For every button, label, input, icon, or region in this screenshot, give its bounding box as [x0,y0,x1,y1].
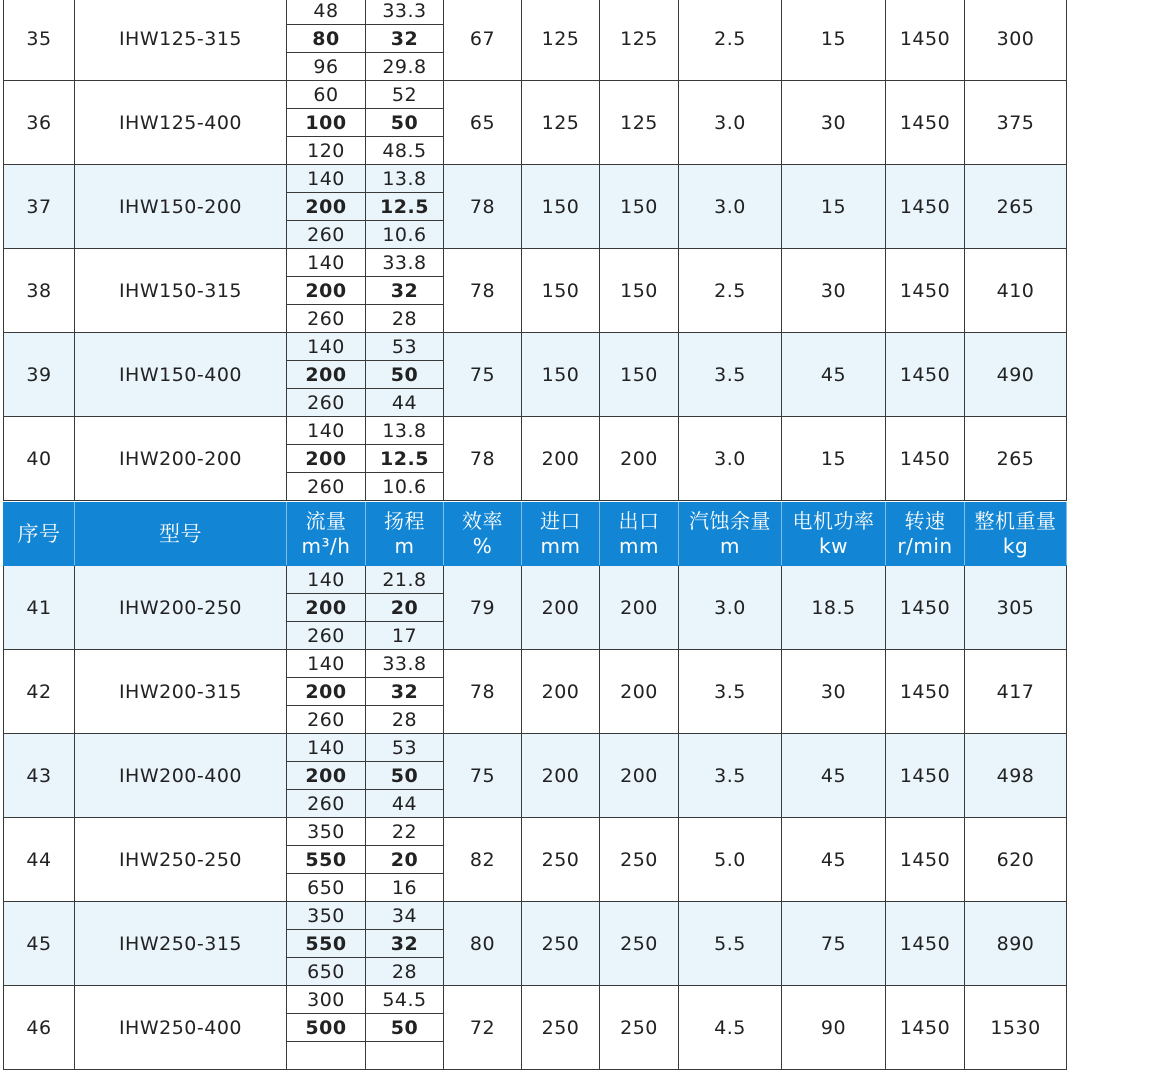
table-row [4,566,1067,594]
cell-head: 48.5 [366,137,444,165]
cell-model: IHW200-250 [75,566,287,650]
cell-head: 33.3 [366,0,444,25]
cell-inlet: 150 [522,165,600,249]
cell-head: 17 [366,622,444,650]
table-row [4,986,1067,1014]
cell-model: IHW200-400 [75,734,287,818]
cell-index: 46 [4,986,75,1070]
cell-efficiency: 78 [444,165,522,249]
table-row [4,734,1067,762]
cell-outlet: 150 [600,249,679,333]
header-model: 型号 [75,503,287,566]
cell-inlet: 250 [522,986,600,1070]
cell-npsh: 2.5 [679,0,782,81]
cell-outlet: 200 [600,650,679,734]
cell-flow-rated: 80 [287,25,366,53]
cell-outlet: 125 [600,0,679,81]
cell-head: 28 [366,958,444,986]
cell-flow-rated: 200 [287,445,366,473]
table-row [4,333,1067,361]
cell-inlet: 125 [522,81,600,165]
spec-table-bottom [3,502,1067,1070]
table-row [4,249,1067,277]
cell-flow: 140 [287,333,366,361]
cell-model: IHW125-400 [75,81,287,165]
cell-flow: 140 [287,165,366,193]
cell-weight: 265 [965,417,1067,501]
cell-model: IHW150-200 [75,165,287,249]
table-header [4,503,1067,566]
cell-inlet: 200 [522,734,600,818]
cell-flow: 120 [287,137,366,165]
cell-head-rated: 20 [366,846,444,874]
cell-flow: 260 [287,221,366,249]
cell-efficiency: 67 [444,0,522,81]
cell-flow-rated: 200 [287,361,366,389]
cell-index: 38 [4,249,75,333]
header-outlet: 出口 mm [600,503,679,566]
cell-head [366,1042,444,1070]
cell-inlet: 150 [522,249,600,333]
header-flow: 流量 m³/h [287,503,366,566]
cell-flow: 260 [287,622,366,650]
header-weight: 整机重量 kg [965,503,1067,566]
cell-weight: 305 [965,566,1067,650]
cell-head-rated: 12.5 [366,445,444,473]
header-power: 电机功率 kw [782,503,886,566]
cell-efficiency: 75 [444,333,522,417]
cell-head: 16 [366,874,444,902]
cell-index: 44 [4,818,75,902]
cell-flow: 650 [287,958,366,986]
table-row [4,0,1067,25]
cell-inlet: 250 [522,902,600,986]
table-row [4,165,1067,193]
cell-head: 53 [366,734,444,762]
cell-head: 13.8 [366,417,444,445]
cell-power: 30 [782,650,886,734]
cell-weight: 265 [965,165,1067,249]
cell-power: 30 [782,249,886,333]
cell-power: 15 [782,417,886,501]
cell-flow-rated: 550 [287,846,366,874]
cell-index: 43 [4,734,75,818]
cell-speed: 1450 [886,566,965,650]
cell-outlet: 250 [600,818,679,902]
cell-npsh: 3.0 [679,566,782,650]
cell-head: 28 [366,706,444,734]
cell-index: 36 [4,81,75,165]
cell-outlet: 125 [600,81,679,165]
cell-power: 75 [782,902,886,986]
cell-flow: 140 [287,417,366,445]
cell-npsh: 3.5 [679,650,782,734]
cell-flow: 260 [287,389,366,417]
cell-speed: 1450 [886,734,965,818]
cell-model: IHW150-400 [75,333,287,417]
cell-head: 28 [366,305,444,333]
cell-head: 33.8 [366,249,444,277]
cell-flow-rated: 550 [287,930,366,958]
cell-outlet: 200 [600,734,679,818]
cell-speed: 1450 [886,986,965,1070]
cell-speed: 1450 [886,249,965,333]
cell-power: 18.5 [782,566,886,650]
table-row [4,902,1067,930]
cell-index: 35 [4,0,75,81]
cell-flow: 60 [287,81,366,109]
cell-flow-rated: 500 [287,1014,366,1042]
cell-head: 10.6 [366,221,444,249]
cell-speed: 1450 [886,165,965,249]
cell-model: IHW125-315 [75,0,287,81]
table-row [4,650,1067,678]
cell-efficiency: 65 [444,81,522,165]
cell-head-rated: 12.5 [366,193,444,221]
cell-model: IHW200-315 [75,650,287,734]
header-inlet: 进口 mm [522,503,600,566]
cell-model: IHW250-315 [75,902,287,986]
cell-weight: 490 [965,333,1067,417]
cell-inlet: 200 [522,566,600,650]
cell-model: IHW250-250 [75,818,287,902]
cell-head-rated: 20 [366,594,444,622]
cell-head: 54.5 [366,986,444,1014]
table-row [4,81,1067,109]
cell-npsh: 3.0 [679,165,782,249]
cell-index: 41 [4,566,75,650]
cell-head-rated: 50 [366,109,444,137]
cell-flow: 260 [287,305,366,333]
cell-head: 34 [366,902,444,930]
cell-npsh: 5.0 [679,818,782,902]
cell-weight: 417 [965,650,1067,734]
cell-npsh: 3.5 [679,734,782,818]
cell-efficiency: 78 [444,249,522,333]
cell-npsh: 3.5 [679,333,782,417]
cell-head-rated: 50 [366,762,444,790]
cell-index: 42 [4,650,75,734]
spec-table-top [3,0,1067,501]
table-row [4,818,1067,846]
cell-weight: 1530 [965,986,1067,1070]
cell-flow: 140 [287,650,366,678]
cell-outlet: 150 [600,333,679,417]
cell-speed: 1450 [886,0,965,81]
cell-flow: 300 [287,986,366,1014]
cell-speed: 1450 [886,818,965,902]
cell-flow-rated: 200 [287,193,366,221]
cell-flow-rated: 100 [287,109,366,137]
cell-head-rated: 32 [366,277,444,305]
cell-weight: 375 [965,81,1067,165]
cell-flow: 350 [287,902,366,930]
cell-head-rated: 50 [366,361,444,389]
cell-speed: 1450 [886,81,965,165]
cell-npsh: 2.5 [679,249,782,333]
header-row [4,503,1067,566]
cell-efficiency: 78 [444,417,522,501]
cell-efficiency: 79 [444,566,522,650]
cell-model: IHW150-315 [75,249,287,333]
cell-index: 45 [4,902,75,986]
cell-flow-rated: 200 [287,678,366,706]
cell-index: 40 [4,417,75,501]
cell-head: 10.6 [366,473,444,501]
cell-flow: 96 [287,53,366,81]
cell-flow: 650 [287,874,366,902]
cell-head-rated: 32 [366,678,444,706]
table-body-bottom [4,566,1067,1070]
header-index: 序号 [4,503,75,566]
cell-index: 39 [4,333,75,417]
cell-speed: 1450 [886,417,965,501]
cell-head-rated: 32 [366,930,444,958]
cell-efficiency: 75 [444,734,522,818]
cell-speed: 1450 [886,333,965,417]
cell-npsh: 3.0 [679,417,782,501]
cell-flow: 350 [287,818,366,846]
cell-speed: 1450 [886,902,965,986]
cell-flow: 140 [287,734,366,762]
cell-power: 15 [782,0,886,81]
cell-head-rated: 32 [366,25,444,53]
cell-head-rated: 50 [366,1014,444,1042]
cell-head: 52 [366,81,444,109]
cell-power: 15 [782,165,886,249]
cell-outlet: 150 [600,165,679,249]
cell-speed: 1450 [886,650,965,734]
cell-npsh: 5.5 [679,902,782,986]
cell-head: 44 [366,389,444,417]
cell-weight: 498 [965,734,1067,818]
cell-outlet: 200 [600,566,679,650]
cell-weight: 890 [965,902,1067,986]
cell-flow: 260 [287,473,366,501]
cell-index: 37 [4,165,75,249]
cell-head: 21.8 [366,566,444,594]
cell-inlet: 125 [522,0,600,81]
header-efficiency: 效率 % [444,503,522,566]
cell-efficiency: 80 [444,902,522,986]
cell-head: 13.8 [366,165,444,193]
header-speed: 转速 r/min [886,503,965,566]
header-npsh: 汽蚀余量 m [679,503,782,566]
cell-head: 53 [366,333,444,361]
cell-inlet: 250 [522,818,600,902]
cell-flow-rated: 200 [287,277,366,305]
cell-flow: 260 [287,790,366,818]
cell-power: 30 [782,81,886,165]
cell-flow: 140 [287,566,366,594]
cell-weight: 300 [965,0,1067,81]
cell-flow-rated: 200 [287,594,366,622]
cell-npsh: 3.0 [679,81,782,165]
cell-inlet: 200 [522,417,600,501]
cell-outlet: 250 [600,986,679,1070]
cell-head: 33.8 [366,650,444,678]
cell-efficiency: 82 [444,818,522,902]
cell-outlet: 200 [600,417,679,501]
cell-flow: 260 [287,706,366,734]
cell-npsh: 4.5 [679,986,782,1070]
cell-flow: 140 [287,249,366,277]
table-body-top [4,0,1067,501]
cell-flow: 48 [287,0,366,25]
cell-head: 29.8 [366,53,444,81]
cell-power: 45 [782,734,886,818]
cell-power: 45 [782,818,886,902]
cell-head: 22 [366,818,444,846]
table-row [4,417,1067,445]
cell-efficiency: 72 [444,986,522,1070]
cell-inlet: 150 [522,333,600,417]
cell-weight: 620 [965,818,1067,902]
cell-model: IHW250-400 [75,986,287,1070]
cell-outlet: 250 [600,902,679,986]
cell-power: 45 [782,333,886,417]
header-head: 扬程 m [366,503,444,566]
cell-flow-rated: 200 [287,762,366,790]
cell-model: IHW200-200 [75,417,287,501]
cell-inlet: 200 [522,650,600,734]
cell-flow [287,1042,366,1070]
cell-weight: 410 [965,249,1067,333]
cell-efficiency: 78 [444,650,522,734]
cell-power: 90 [782,986,886,1070]
cell-head: 44 [366,790,444,818]
